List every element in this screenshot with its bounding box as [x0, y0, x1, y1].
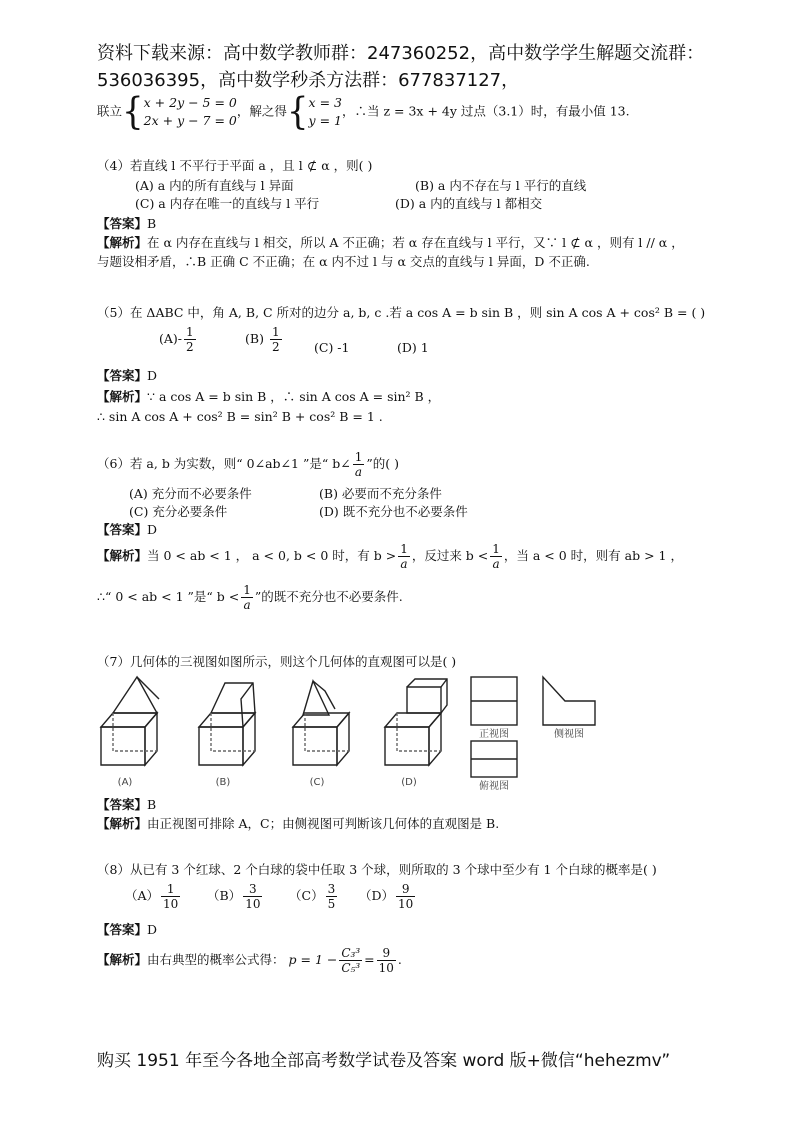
q5-answer — [97, 366, 157, 386]
q6-answer — [97, 520, 157, 540]
q8-option-a — [125, 882, 182, 911]
top-view-label: 俯视图 — [479, 781, 509, 792]
q5-option-d: (D) 1 — [397, 340, 429, 355]
explanation-text: ，当 a < 0 时，则有 ab > 1 ， — [503, 548, 683, 563]
three-view-figure — [97, 665, 597, 795]
answer-value: D — [147, 368, 158, 383]
intro-solution — [97, 90, 717, 134]
front-view-label: 正视图 — [479, 729, 509, 740]
answer-value: B — [147, 216, 157, 231]
front-view — [471, 677, 517, 725]
numerator: 9 — [377, 946, 396, 961]
q4-explanation-1 — [97, 233, 684, 253]
answer-key: 【答案】 — [97, 368, 148, 383]
solution-system — [309, 94, 342, 130]
q4-answer — [97, 214, 156, 234]
q8-answer — [97, 920, 157, 940]
question-6 — [97, 450, 717, 625]
label-a: (A) — [117, 777, 133, 788]
numerator: 1 — [400, 542, 408, 556]
explanation-text: ”的既不充分也不必要条件. — [254, 589, 403, 604]
answer-value: B — [147, 797, 157, 812]
solution-1: x = 3 — [308, 95, 342, 110]
fraction — [270, 325, 282, 354]
question-7-stem: （7）几何体的三视图如图所示，则这个几何体的直观图可以是( ) — [97, 654, 457, 669]
q4-stem: （4）若直线 l 不平行于平面 a ，且 l ⊄ α ，则( ) — [97, 158, 373, 173]
question-4 — [97, 156, 717, 276]
question-5 — [97, 303, 717, 428]
explanation-key: 【解析】 — [97, 389, 148, 404]
header-notice — [97, 40, 737, 94]
numerator: 1 — [271, 325, 280, 339]
explanation-key: 【解析】 — [97, 548, 148, 563]
q6-option-a: (A) 充分而不必要条件 — [129, 486, 252, 501]
explanation-text: ∵ a cos A = b sin B ，∴ sin A cos A = sin² B ， — [147, 389, 441, 404]
q5-option-b — [245, 325, 284, 354]
fraction — [241, 583, 253, 612]
label-d: (D) — [401, 777, 417, 788]
q4-option-a: (A) a 内的所有直线与 l 异面 — [135, 178, 294, 193]
q4-option-b: (B) a 内不存在与 l 平行的直线 — [415, 178, 587, 193]
answer-key: 【答案】 — [97, 797, 148, 812]
q6-stem — [97, 450, 717, 479]
stem-text: ”的( ) — [366, 456, 399, 471]
solution-2: y = 1 — [308, 113, 342, 128]
numerator: C₃³ — [341, 946, 361, 960]
numerator: 1 — [186, 325, 194, 339]
answer-key: 【答案】 — [97, 216, 148, 231]
equation-1: x + 2y − 5 = 0 — [143, 95, 237, 110]
q4-option-d: (D) a 内的直线与 l 都相交 — [395, 196, 543, 211]
q8-option-c — [289, 882, 339, 911]
intro-mid: ，解之得 — [236, 103, 287, 119]
answer-key: 【答案】 — [97, 522, 148, 537]
solid-b — [199, 683, 255, 765]
fraction — [326, 882, 338, 911]
explanation-key: 【解析】 — [97, 816, 148, 831]
q8-explanation: 【解析】由右典型的概率公式得： p = 1 − $\frac{\text{C₃³}}{\text{C₅³}}$ = $\frac{9}{10}$ . — [97, 946, 402, 975]
denominator: a — [243, 598, 251, 612]
stem-text: （6）若 a, b 为实数，则“ 0∠ab∠1 ”是“ b∠ — [97, 456, 351, 471]
equation-system — [144, 94, 237, 130]
explanation-text: 由右典型的概率公式得： — [147, 952, 285, 967]
q4-option-c: (C) a 内存在唯一的直线与 l 平行 — [135, 196, 320, 211]
result-fraction — [377, 946, 396, 975]
q5-stem: （5）在 ΔABC 中，角 A, B, C 所对的边分 a, b, c .若 a cos A = b sin B ，则 sin A cos A + cos² B = ( ) — [97, 305, 706, 320]
solid-c — [293, 681, 349, 765]
fraction — [161, 882, 180, 911]
left-brace-icon: { — [286, 90, 309, 134]
explanation-key: 【解析】 — [97, 235, 148, 250]
fraction — [396, 882, 415, 911]
intro-pre: 联立 — [97, 103, 123, 119]
answer-value: D — [147, 922, 158, 937]
solid-d — [385, 679, 447, 765]
q5-option-a — [159, 325, 198, 354]
q6-option-d: (D) 既不充分也不必要条件 — [319, 504, 468, 519]
equation-2: 2x + y − 7 = 0 — [143, 113, 237, 128]
numerator: 1 — [243, 583, 251, 597]
q6-explanation-1 — [97, 542, 683, 571]
fraction — [353, 450, 365, 479]
fraction — [490, 542, 502, 571]
option-label: （B） — [207, 888, 242, 903]
fraction — [184, 325, 196, 354]
question-8 — [97, 860, 717, 990]
header-line-2: 536036395，高中数学秒杀方法群：677837127， — [97, 70, 520, 91]
q7-explanation — [97, 814, 717, 834]
q6-option-b: (B) 必要而不充分条件 — [319, 486, 442, 501]
intro-post: ，∴当 z = 3x + 4y 过点（3.1）时，有最小值 13. — [341, 103, 630, 119]
denominator: 2 — [271, 340, 280, 354]
denominator: 5 — [327, 897, 336, 911]
numerator: 9 — [396, 882, 415, 897]
side-view-label: 侧视图 — [554, 729, 584, 740]
side-view — [543, 677, 595, 725]
footer-notice: 购买 1951 年至今各地全部高考数学试卷及答案 word 版+微信“hehezmv” — [97, 1051, 671, 1071]
solid-a — [101, 677, 159, 765]
denominator: a — [492, 557, 500, 571]
equals-sign: = — [364, 952, 375, 967]
denominator: C₅³ — [341, 961, 361, 975]
explanation-text: 当 0 < ab < 1 ， a < 0, b < 0 时，有 b > — [147, 548, 397, 563]
fraction — [243, 882, 262, 911]
q7-answer — [97, 795, 717, 815]
option-label: （C） — [289, 888, 324, 903]
q5-option-c: (C) -1 — [314, 340, 350, 355]
option-label: (B) — [245, 331, 264, 346]
denominator: 10 — [398, 897, 414, 911]
left-brace-icon: { — [122, 90, 144, 134]
numerator: 3 — [243, 882, 262, 897]
option-label: （D） — [359, 888, 395, 903]
denominator: 2 — [186, 340, 194, 354]
label-b: (B) — [215, 777, 231, 788]
q8-option-b — [207, 882, 264, 911]
top-view — [471, 741, 517, 777]
fraction — [398, 542, 410, 571]
option-label: （A） — [125, 888, 160, 903]
explanation-text: ，反过来 b < — [411, 548, 489, 563]
numerator: 1 — [354, 450, 363, 464]
explanation-text: 在 α 内存在直线与 l 相交，所以 A 不正确；若 α 存在直线与 l 平行，又∵ l ⊄ α ，则有 l // α ， — [147, 235, 684, 250]
answer-key: 【答案】 — [97, 922, 148, 937]
q4-explanation-2: 与题设相矛盾，∴B 正确 C 不正确；在 α 内不过 l 与 α 交点的直线与 l 异面，D 不正确. — [97, 254, 590, 269]
numerator: 1 — [161, 882, 180, 897]
combination-fraction — [339, 946, 362, 975]
q8-stem: （8）从已有 3 个红球、2 个白球的袋中任取 3 个球，则所取的 3 个球中至少有 1 个白球的概率是( ) — [97, 862, 657, 877]
formula-lhs: p = 1 − — [288, 952, 338, 967]
option-label: (A)- — [159, 331, 183, 346]
denominator: 10 — [378, 961, 394, 975]
denominator: a — [354, 465, 363, 479]
denominator: 10 — [245, 897, 261, 911]
explanation-key: 【解析】 — [97, 952, 148, 967]
q6-explanation-2 — [97, 583, 403, 612]
numerator: 3 — [327, 882, 336, 896]
explanation-text: ∴“ 0 < ab < 1 ”是“ b < — [97, 589, 240, 604]
q8-option-d — [359, 882, 417, 911]
q6-option-c: (C) 充分必要条件 — [129, 504, 228, 519]
answer-value: D — [147, 522, 158, 537]
denominator: 10 — [163, 897, 179, 911]
header-line-1: 资料下载来源：高中数学教师群：247360252，高中数学学生解题交流群： — [97, 43, 705, 64]
q5-explanation-2: ∴ sin A cos A + cos² B = sin² B + cos² B = 1 . — [97, 409, 383, 424]
q5-explanation-1 — [97, 387, 440, 407]
numerator: 1 — [492, 542, 500, 556]
explanation-text: 由正视图可排除 A，C；由侧视图可判断该几何体的直观图是 B. — [147, 816, 500, 831]
denominator: a — [400, 557, 408, 571]
label-c: (C) — [309, 777, 325, 788]
